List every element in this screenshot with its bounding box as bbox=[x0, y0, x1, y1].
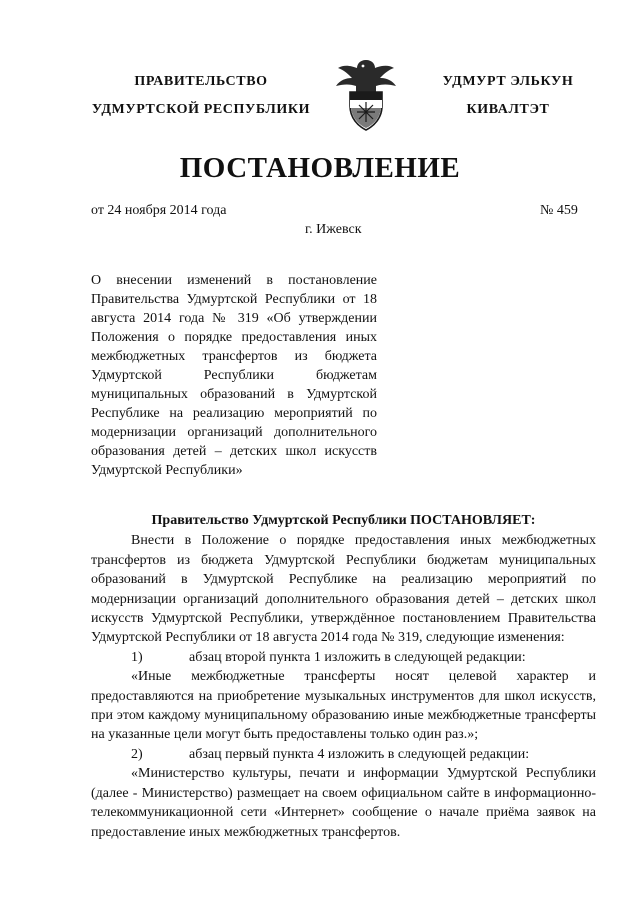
quoted-paragraph: «Министерство культуры, печати и информации Удмуртской Республики (далее - Министерство) размещает на своем официальном сайте в информационно-телекоммуникационной сети «Интернет» сообщение о начале приёма заявок на предоставление иных межбюджетных трансфертов. bbox=[91, 766, 596, 840]
document-title: ПОСТАНОВЛЕНИЕ bbox=[179, 152, 461, 184]
list-item-number: 1) bbox=[131, 649, 143, 665]
list-item-number: 2) bbox=[131, 746, 143, 762]
header-right bbox=[418, 68, 598, 124]
header-right-line1: УДМУРТ ЭЛЬКУН bbox=[442, 74, 574, 89]
quoted-paragraph: «Иные межбюджетные трансферты носят целевой характер и предоставляются на приобретение музыкальных инструментов для школ искусств, при этом каждому муниципальному образованию иные межбюджетные трансферты на указанные цели могут быть предоставлены только один раз.»; bbox=[91, 669, 596, 743]
list-item bbox=[91, 648, 596, 667]
document-body bbox=[91, 511, 596, 842]
list-item bbox=[91, 745, 596, 764]
list-item-text: абзац первый пункта 4 изложить в следующей редакции: bbox=[189, 746, 530, 762]
coat-of-arms-icon bbox=[330, 56, 402, 132]
header-left-line2: УДМУРТСКОЙ РЕСПУБЛИКИ bbox=[91, 102, 311, 117]
header-left-line1: ПРАВИТЕЛЬСТВО bbox=[134, 74, 268, 89]
resolution-lead: Правительство Удмуртской Республики ПОСТАНОВЛЯЕТ: bbox=[151, 513, 536, 528]
document-date: от 24 ноября 2014 года bbox=[91, 203, 227, 218]
document-subject: О внесении изменений в постановление Правительства Удмуртской Республики от 18 августа 2014 года № 319 «Об утверждении Положения о порядке предоставления иных межбюджетных трансфертов из бюджета Удмуртской Республики бюджетам муниципальных образований в Удмуртской Республике на реализацию мероприятий по модернизации организаций дополнительного образования детей – детских школ искусств Удмуртской Республики» bbox=[91, 273, 377, 478]
header-right-line2: КИВАЛТЭТ bbox=[466, 102, 550, 117]
document-city: г. Ижевск bbox=[305, 222, 362, 237]
header-left bbox=[86, 68, 316, 124]
body-intro: Внести в Положение о порядке предоставления иных межбюджетных трансфертов из бюджета Удмуртской Республики бюджетам муниципальных образований в Удмуртской Республике на реализацию мероприятий по модернизации организаций дополнительного образования детей – детских школ искусств Удмуртской Республики, утверждённое постановлением Правительства Удмуртской Республики от 18 августа 2014 года № 319, следующие изменения: bbox=[91, 533, 596, 646]
list-item-text: абзац второй пункта 1 изложить в следующей редакции: bbox=[189, 649, 526, 665]
document-number: № 459 bbox=[540, 203, 578, 218]
